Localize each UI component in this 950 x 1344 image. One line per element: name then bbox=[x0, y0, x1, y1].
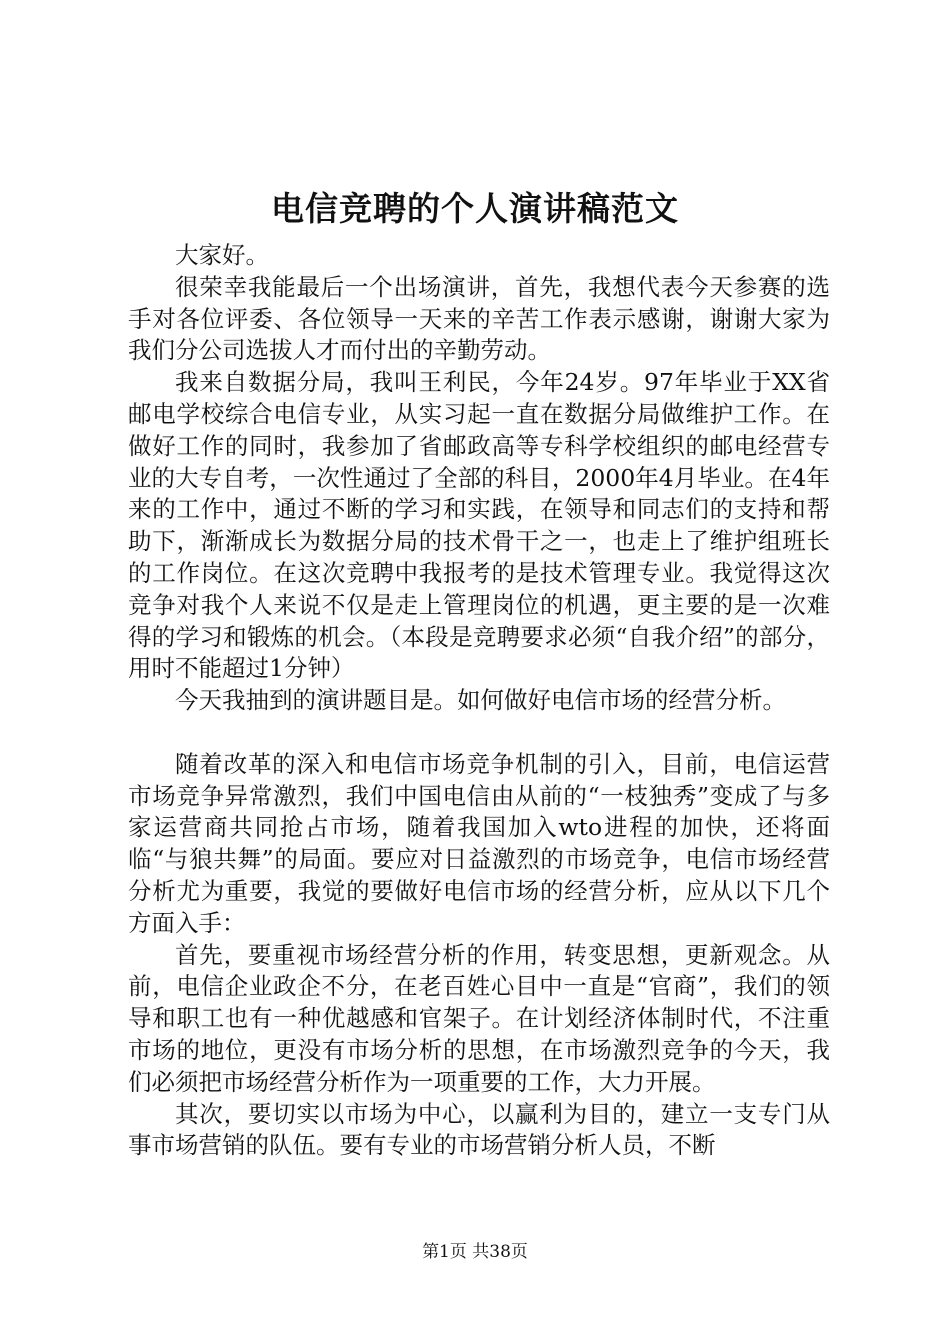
paragraph-first-point: 首先，要重视市场经营分析的作用，转变思想，更新观念。从前，电信企业政企不分，在老百姓心目中一直是“官商”，我们的领导和职工也有一种优越感和官架子。在计划经济体制时代，不注重市场的地位，更没有市场分析的思想，在市场激烈竞争的今天，我们必须把市场经营分析作为一项重要的工作，大力开展。 bbox=[128, 940, 830, 1096]
paragraph-spacer bbox=[128, 717, 830, 749]
paragraph-market-background: 随着改革的深入和电信市场竞争机制的引入，目前，电信运营市场竞争异常激烈，我们中国电信由从前的“一枝独秀”变成了与多家运营商共同抢占市场，随着我国加入wto进程的加快，还将面临“与狼共舞”的局面。要应对日益激烈的市场竞争，电信市场经营分析尤为重要，我觉的要做好电信市场的经营分析，应从以下几个方面入手： bbox=[128, 749, 830, 937]
paragraph-greeting: 大家好。 bbox=[175, 241, 269, 269]
document-title: 电信竞聘的个人演讲稿范文 bbox=[271, 189, 679, 228]
document-body bbox=[128, 240, 830, 1162]
paragraph-thanks: 很荣幸我能最后一个出场演讲，首先，我想代表今天参赛的选手对各位评委、各位领导一天来的辛苦工作表示感谢，谢谢大家为我们分公司选拔人才而付出的辛勤劳动。 bbox=[128, 272, 830, 365]
page-footer: 第1页 共38页 bbox=[422, 1242, 528, 1262]
paragraph-second-point: 其次，要切实以市场为中心，以赢利为目的，建立一支专门从事市场营销的队伍。要有专业的市场营销分析人员，不断 bbox=[128, 1099, 830, 1160]
paragraph-self-intro: 我来自数据分局，我叫王利民，今年24岁。97年毕业于XX省邮电学校综合电信专业，从实习起一直在数据分局做维护工作。在做好工作的同时，我参加了省邮政高等专科学校组织的邮电经营专业的大专自考，一次性通过了全部的科目，2000年4月毕业。在4年来的工作中，通过不断的学习和实践，在领导和同志们的支持和帮助下，渐渐成长为数据分局的技术骨干之一，也走上了维护组班长的工作岗位。在这次竞聘中我报考的是技术管理专业。我觉得这次竞争对我个人来说不仅是走上管理岗位的机遇，更主要的是一次难得的学习和锻炼的机会。（本段是竞聘要求必须“自我介绍”的部分，用时不能超过1分钟） bbox=[128, 368, 830, 683]
paragraph-topic: 今天我抽到的演讲题目是。如何做好电信市场的经营分析。 bbox=[175, 686, 786, 715]
